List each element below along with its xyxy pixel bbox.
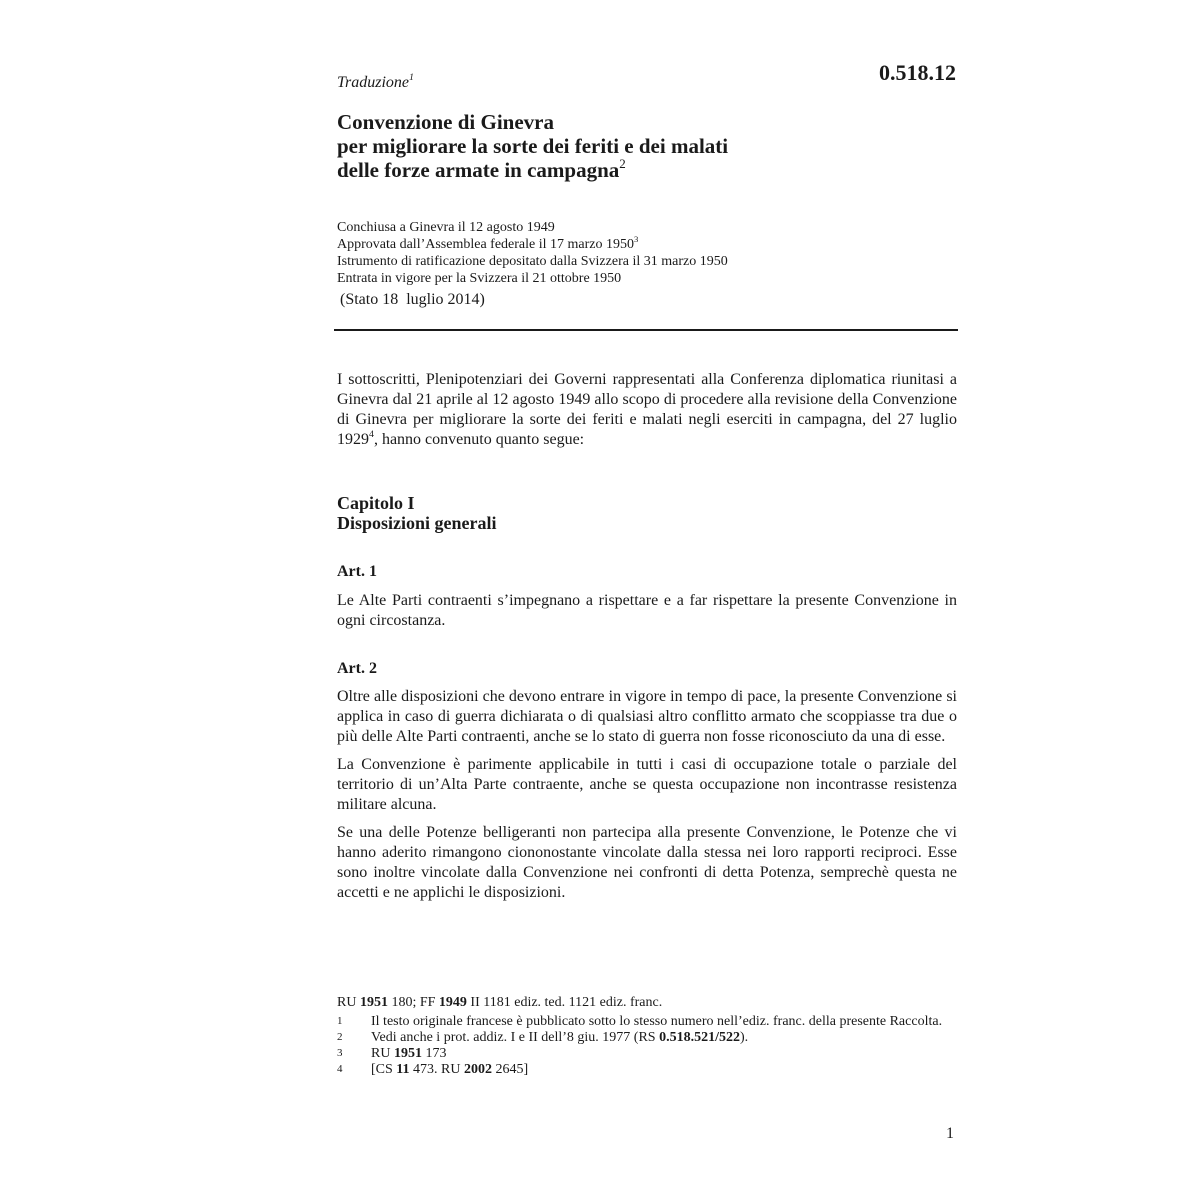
- footnote-bold: 11: [396, 1062, 410, 1077]
- footnote-text: [371, 1046, 957, 1062]
- meta-concluded: Conchiusa a Ginevra il 12 agosto 1949: [337, 220, 555, 235]
- footnote-ref-1[interactable]: 1: [409, 72, 414, 84]
- ref-bold: 1951: [359, 995, 388, 1010]
- footnote-text-part: [CS: [371, 1062, 397, 1077]
- article-2-body: [337, 687, 957, 911]
- page-number: 1: [946, 1125, 954, 1142]
- header-divider: [334, 329, 958, 331]
- meta-ratification: Istrumento di ratificazione depositato dalla Svizzera il 31 marzo 1950: [337, 254, 728, 269]
- ref-part: 180; FF: [387, 995, 439, 1010]
- title-line-3: [337, 158, 957, 182]
- official-collection-reference: [337, 995, 957, 1011]
- article-1-paragraph: Le Alte Parti contraenti s’impegnano a rispettare e a far rispettare la presente Convenzione in ogni circostanza.: [337, 592, 957, 629]
- title-line-3-text: delle forze armate in campagna: [337, 158, 620, 182]
- translation-label: [337, 74, 414, 92]
- ref-bold: 1949: [438, 995, 467, 1010]
- article-2-paragraph-3: Se una delle Potenze belligeranti non partecipa alla presente Convenzione, le Potenze che vi hanno aderito rimangono ciononostante vincolate dalla stessa nei loro rapporti reciproci. Esse sono inoltre vincolate dalla Convenzione nei confronti di detta Potenza, semprechè questa ne accetti e ne applichi le disposizioni.: [337, 824, 957, 901]
- footnote-number: 3: [337, 1047, 343, 1059]
- footnote-number: 2: [337, 1031, 343, 1043]
- article-2-paragraph-1: Oltre alle disposizioni che devono entrare in vigore in tempo di pace, la presente Convenzione si applica in caso di guerra dichiarata o di qualsiasi altro conflitto armato che scoppiasse tra due o più delle Alte Parti contraenti, anche se lo stato di guerra non fosse riconosciuto da una di esse.: [337, 688, 957, 745]
- preamble: [337, 370, 957, 450]
- footnotes: [337, 995, 957, 1078]
- footnote-text-part: Vedi anche i prot. addiz. I e II dell’8 giu. 1977 (RS: [371, 1030, 660, 1045]
- article-2-heading: Art. 2: [337, 660, 377, 677]
- footnote-text-part: 173: [421, 1046, 447, 1061]
- footnote-text: [371, 1062, 957, 1078]
- status-date: (Stato 18 luglio 2014): [340, 291, 485, 308]
- sr-link[interactable]: 0.518.521/522: [659, 1030, 740, 1045]
- footnote-1: [337, 1014, 957, 1030]
- footnote-number: 1: [337, 1015, 343, 1027]
- preamble-text-end: , hanno convenuto quanto segue:: [373, 431, 585, 448]
- footnote-text-part: 2645]: [491, 1062, 529, 1077]
- footnote-3: [337, 1046, 957, 1062]
- footnote-text: [371, 1030, 957, 1046]
- chapter-title: Disposizioni generali: [337, 513, 497, 533]
- footnote-number: 4: [337, 1063, 343, 1075]
- chapter-heading: [337, 493, 497, 533]
- document-title: [337, 110, 957, 182]
- title-line-2: per migliorare la sorte dei feriti e dei malati: [337, 134, 729, 158]
- footnote-4: [337, 1062, 957, 1078]
- footnote-text: Il testo originale francese è pubblicato sotto lo stesso numero nell’ediz. franc. della presente Raccolta.: [371, 1014, 943, 1029]
- article-1-heading: Art. 1: [337, 563, 377, 580]
- meta-approved: [337, 233, 957, 253]
- footnote-ref-4[interactable]: 4: [369, 429, 374, 441]
- ref-part: II 1181 ediz. ted. 1121 ediz. franc.: [466, 995, 663, 1010]
- footnote-text-part: RU: [371, 1046, 394, 1061]
- footnote-text-part: 473. RU: [409, 1062, 464, 1077]
- preamble-text: I sottoscritti, Plenipotenziari dei Governi rappresentati alla Conferenza diplomatica riunitasi a Ginevra dal 21 aprile al 12 agosto 1949 allo scopo di procedere alla revisione della Convenzione di Ginevra per migliorare la sorte dei feriti e malati negli eserciti in campagna, del 27 luglio 1929: [337, 371, 957, 448]
- footnote-bold: 2002: [463, 1062, 492, 1077]
- article-2-paragraph-2: La Convenzione è parimente applicabile in tutti i casi di occupazione totale o parziale del territorio di un’Alta Parte contraente, anche se questa occupazione non incontrasse resistenza militare alcuna.: [337, 756, 957, 813]
- footnote-text-part: ).: [739, 1030, 749, 1045]
- document-metadata: [337, 219, 957, 287]
- footnote-bold: 1951: [393, 1046, 422, 1061]
- sr-number: 0.518.12: [879, 60, 956, 85]
- footnote-ref-3[interactable]: 3: [634, 233, 639, 244]
- footnote-2: [337, 1030, 957, 1046]
- title-line-1: Convenzione di Ginevra: [337, 110, 555, 134]
- chapter-number: Capitolo I: [337, 493, 415, 513]
- meta-entry-into-force: Entrata in vigore per la Svizzera il 21 ottobre 1950: [337, 271, 622, 286]
- translation-text: Traduzione: [337, 74, 410, 91]
- ref-part: RU: [337, 995, 360, 1010]
- footnote-ref-2[interactable]: 2: [619, 156, 626, 172]
- meta-approved-text: Approvata dall’Assemblea federale il 17 marzo 1950: [337, 237, 635, 252]
